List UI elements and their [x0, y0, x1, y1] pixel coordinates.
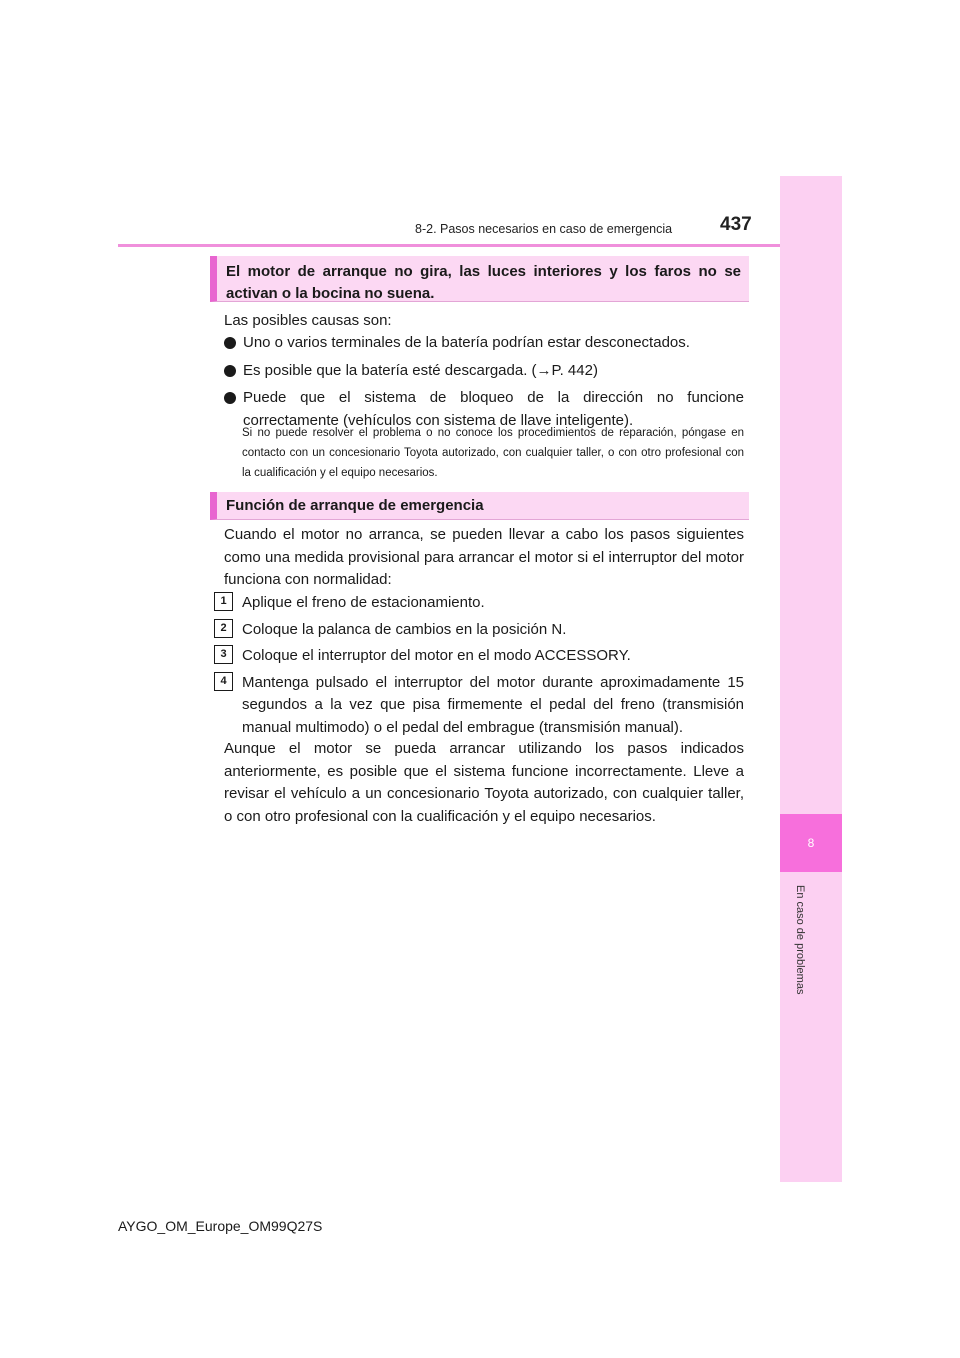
step-number-badge: 3: [214, 645, 233, 664]
step-number-badge: 4: [214, 672, 233, 691]
section-title: 8-2. Pasos necesarios en caso de emergencia: [415, 222, 673, 236]
bullet-icon: [224, 365, 236, 377]
step-item: 2 Coloque la palanca de cambios en la posición N.: [214, 619, 744, 642]
page-number: 437: [720, 214, 752, 235]
step-item: 1 Aplique el freno de estacionamiento.: [214, 592, 744, 615]
bullet-icon: [224, 392, 236, 404]
step-item: 4 Mantenga pulsado el interruptor del motor durante aproximadamente 15 segundos a la vez que pisa firmemente el pedal del freno (transmisión manual multimodo) o el pedal del embrague (transmisión manual).: [214, 672, 744, 740]
causes-list: [224, 332, 744, 437]
closing-paragraph: Aunque el motor se pueda arrancar utilizando los pasos indicados anteriormente, es posible que el sistema funcione incorrectamente. Lleve a revisar el vehículo a un concesionario Toyota autorizado, con cualquier taller, o con otro profesional con la cualificación y el equipo necesarios.: [224, 740, 744, 825]
chapter-title: En caso de problemas: [794, 885, 806, 995]
emergency-intro: Cuando el motor no arranca, se pueden llevar a cabo los pasos siguientes como una medida provisional para arrancar el motor si el interruptor del motor funciona con normalidad:: [224, 526, 744, 588]
steps-list: [214, 592, 744, 743]
header-rule: [118, 244, 780, 247]
step-number-badge: 1: [214, 592, 233, 611]
list-item: Es posible que la batería esté descargada. (→P. 442): [224, 360, 744, 383]
step-number-badge: 2: [214, 619, 233, 638]
repair-note: Si no puede resolver el problema o no conoce los procedimientos de reparación, póngase en contacto con un concesionario Toyota autorizado, con cualquier taller, o con otro profesional con la cualificación y el equipo necesarios.: [242, 427, 744, 479]
document-id: AYGO_OM_Europe_OM99Q27S: [118, 1218, 323, 1234]
chapter-number: 8: [807, 836, 815, 850]
bullet-icon: [224, 337, 236, 349]
causes-intro: Las posibles causas son:: [224, 312, 392, 329]
step-item: 3 Coloque el interruptor del motor en el modo ACCESSORY.: [214, 645, 744, 668]
list-item: Uno o varios terminales de la batería podrían estar desconectados.: [224, 332, 744, 355]
list-item: Puede que el sistema de bloqueo de la dirección no funcione correctamente (vehículos con sistema de llave inteligente).: [224, 387, 744, 432]
chapter-number-tab: [780, 814, 842, 872]
section-heading-starter: El motor de arranque no gira, las luces interiores y los faros no se activan o la bocina no suena.: [210, 256, 749, 302]
section-heading-emergency-start: Función de arranque de emergencia: [210, 492, 749, 520]
chapter-side-band: [780, 176, 842, 1182]
